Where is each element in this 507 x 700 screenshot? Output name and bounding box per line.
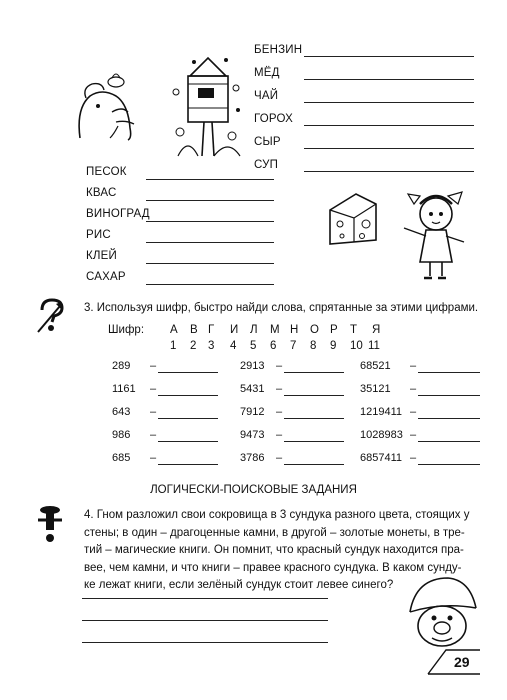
gnome-illustration xyxy=(402,572,484,652)
code-number: 289 xyxy=(112,360,131,372)
code-number: 5431 xyxy=(240,383,265,395)
cipher-number: 8 xyxy=(310,340,317,352)
task4-line: стены; в один – драгоценные камни, в другой – золотые монеты, в тре- xyxy=(84,526,465,539)
word-label: РИС xyxy=(86,229,111,241)
page-number: 29 xyxy=(454,654,470,670)
word-label: КВАС xyxy=(86,187,117,199)
code-number: 7912 xyxy=(240,406,265,418)
answer-line[interactable] xyxy=(284,441,344,442)
answer-line[interactable] xyxy=(304,56,474,57)
quill-question-icon xyxy=(36,298,66,334)
answer-line[interactable] xyxy=(146,179,274,180)
word-label: СЫР xyxy=(254,136,281,148)
answer-line[interactable] xyxy=(418,418,480,419)
dash: – xyxy=(410,429,417,441)
dash: – xyxy=(410,383,417,395)
answer-line[interactable] xyxy=(158,464,218,465)
word-label: СУП xyxy=(254,159,279,171)
cipher-letter: Н xyxy=(290,324,299,336)
answer-line[interactable] xyxy=(418,441,480,442)
code-number: 35121 xyxy=(360,383,391,395)
cipher-number: 1 xyxy=(170,340,177,352)
dash: – xyxy=(410,452,417,464)
answer-line[interactable] xyxy=(146,242,274,243)
answer-line[interactable] xyxy=(82,620,328,621)
girl-with-bows-illustration xyxy=(398,190,474,282)
dash: – xyxy=(410,360,417,372)
word-label: КЛЕЙ xyxy=(86,250,117,262)
answer-line[interactable] xyxy=(146,284,274,285)
cipher-letter: М xyxy=(270,324,280,336)
cipher-letter: О xyxy=(310,324,319,336)
cipher-letter: В xyxy=(190,324,198,336)
word-label: ВИНОГРАД xyxy=(86,208,150,220)
answer-line[interactable] xyxy=(284,464,344,465)
code-number: 986 xyxy=(112,429,131,441)
cipher-letter: Л xyxy=(250,324,258,336)
word-label: ЧАЙ xyxy=(254,90,279,102)
task4-line: тий – магические книги. Он помнит, что красный сундук находится пра- xyxy=(84,544,464,556)
dash: – xyxy=(276,452,283,464)
cipher-label: Шифр: xyxy=(108,324,145,336)
beehive-illustration xyxy=(168,52,248,162)
answer-line[interactable] xyxy=(158,441,218,442)
task3-instruction: 3. Используя шифр, быстро найди слова, спрятанные за этими цифрами. xyxy=(84,302,479,314)
code-number: 68521 xyxy=(360,360,391,372)
answer-line[interactable] xyxy=(158,418,218,419)
answer-line[interactable] xyxy=(284,418,344,419)
answer-line[interactable] xyxy=(304,79,474,80)
answer-line[interactable] xyxy=(304,125,474,126)
cipher-number: 5 xyxy=(250,340,257,352)
cipher-number: 10 xyxy=(350,340,363,352)
code-number: 1028983 xyxy=(360,429,403,441)
dash: – xyxy=(150,406,157,418)
word-label: ПЕСОК xyxy=(86,166,127,178)
mole-with-bee-illustration xyxy=(72,68,152,140)
answer-line[interactable] xyxy=(146,221,274,222)
cipher-number: 4 xyxy=(230,340,237,352)
section-title: ЛОГИЧЕСКИ-ПОИСКОВЫЕ ЗАДАНИЯ xyxy=(150,484,357,496)
dash: – xyxy=(150,429,157,441)
cipher-number: 11 xyxy=(368,340,380,352)
code-number: 3786 xyxy=(240,452,265,464)
dash: – xyxy=(150,383,157,395)
answer-line[interactable] xyxy=(284,395,344,396)
word-label: САХАР xyxy=(86,271,126,283)
answer-line[interactable] xyxy=(418,395,480,396)
dash: – xyxy=(276,360,283,372)
code-number: 1161 xyxy=(112,383,136,395)
cheese-mouse-illustration xyxy=(326,190,382,248)
answer-line[interactable] xyxy=(82,642,328,643)
code-number: 9473 xyxy=(240,429,265,441)
exclamation-gnome-icon xyxy=(36,504,64,544)
dash: – xyxy=(276,429,283,441)
cipher-letter: Г xyxy=(208,324,215,336)
task4-line: ке лежат книги, если зелёный сундук стоит левее синего? xyxy=(84,579,394,591)
cipher-number: 3 xyxy=(208,340,215,352)
dash: – xyxy=(276,406,283,418)
answer-line[interactable] xyxy=(158,395,218,396)
dash: – xyxy=(276,383,283,395)
cipher-letter: А xyxy=(170,324,178,336)
code-number: 6857411 xyxy=(360,452,403,464)
code-number: 643 xyxy=(112,406,131,418)
dash: – xyxy=(150,360,157,372)
answer-line[interactable] xyxy=(418,464,480,465)
cipher-number: 2 xyxy=(190,340,197,352)
dash: – xyxy=(410,406,417,418)
cipher-letter: Т xyxy=(350,324,358,336)
word-label: БЕНЗИН xyxy=(254,44,303,56)
task4-line: вее, чем камни, и что книги – правее красного сундука. В каком сунду- xyxy=(84,561,462,574)
task4-line: 4. Гном разложил свои сокровища в 3 сундука разного цвета, стоящих у xyxy=(84,509,470,521)
answer-line[interactable] xyxy=(304,171,474,172)
answer-line[interactable] xyxy=(146,200,274,201)
answer-line[interactable] xyxy=(418,372,480,373)
answer-line[interactable] xyxy=(304,148,474,149)
answer-line[interactable] xyxy=(146,263,274,264)
code-number: 1219411 xyxy=(360,406,403,418)
answer-line[interactable] xyxy=(82,598,328,599)
cipher-letter: Я xyxy=(372,324,381,336)
code-number: 2913 xyxy=(240,360,265,372)
cipher-number: 7 xyxy=(290,340,297,352)
answer-line[interactable] xyxy=(304,102,474,103)
cipher-number: 9 xyxy=(330,340,337,352)
word-label: ГОРОХ xyxy=(254,113,294,125)
cipher-letter: Р xyxy=(330,324,338,336)
answer-line[interactable] xyxy=(284,372,344,373)
cipher-number: 6 xyxy=(270,340,277,352)
answer-line[interactable] xyxy=(158,372,218,373)
cipher-letter: И xyxy=(230,324,239,336)
dash: – xyxy=(150,452,157,464)
word-label: МЁД xyxy=(254,67,280,79)
code-number: 685 xyxy=(112,452,131,464)
